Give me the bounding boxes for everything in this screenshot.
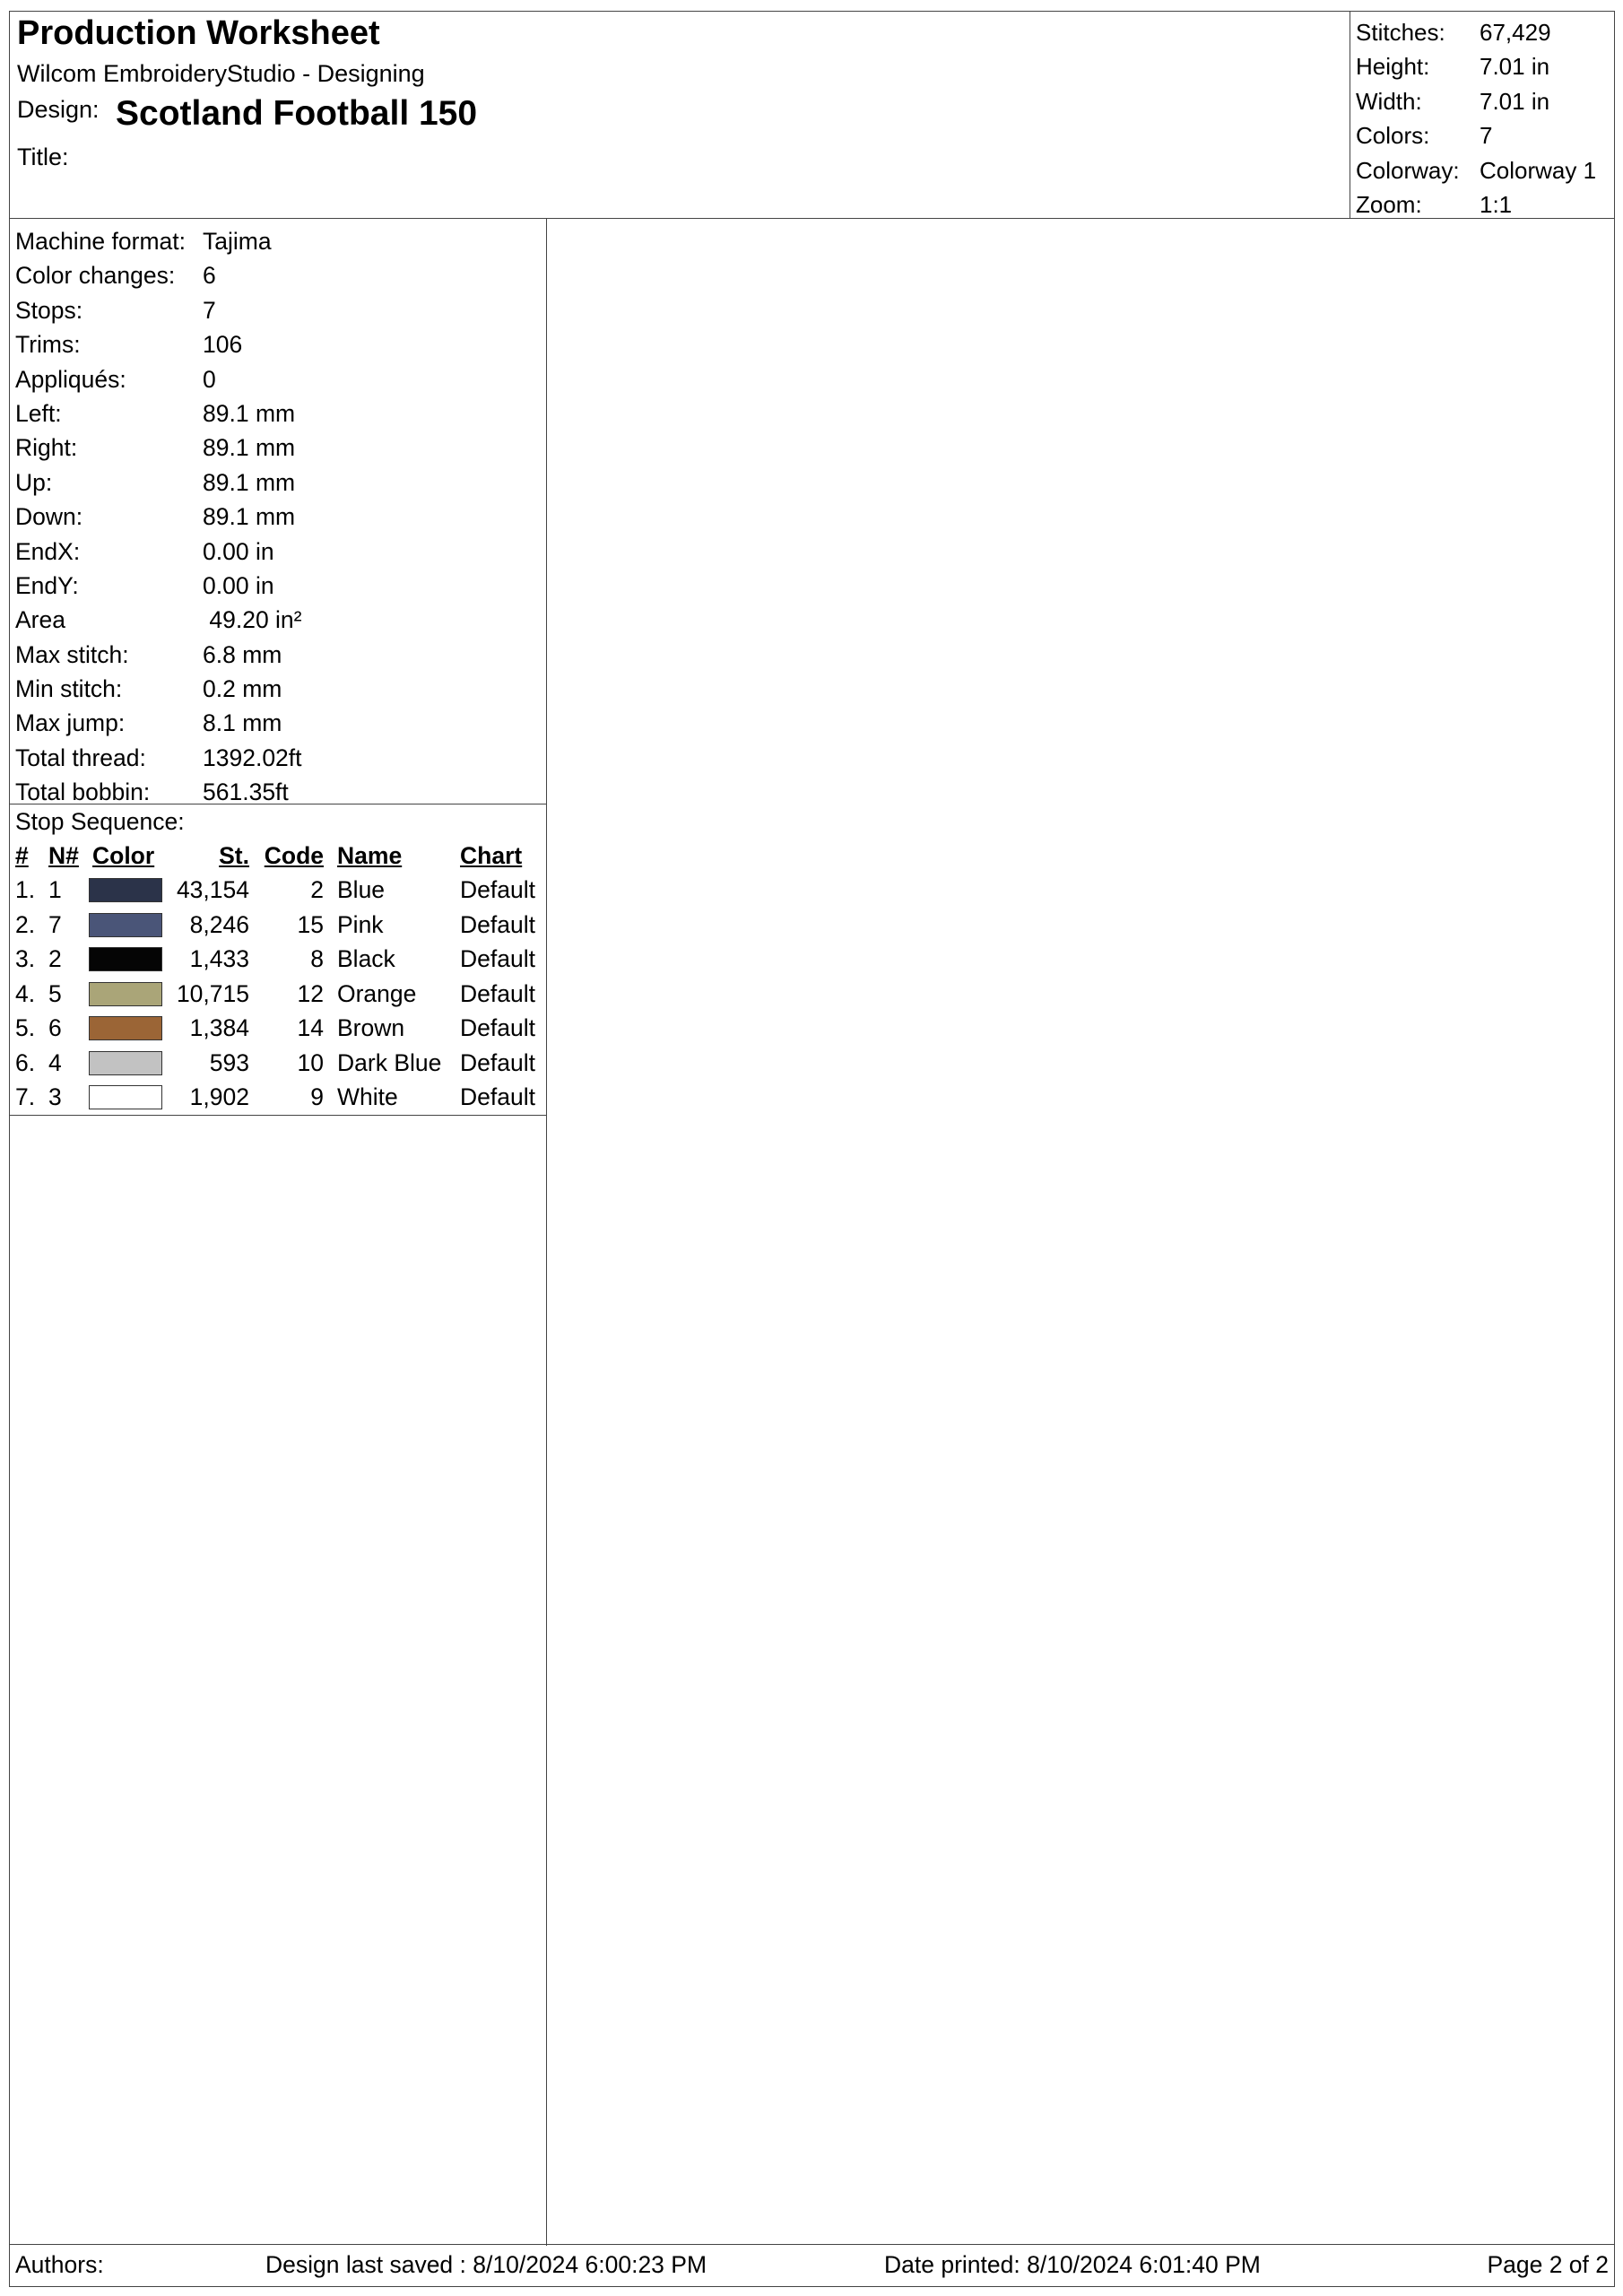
- thread-chart: Default: [460, 876, 535, 903]
- summary-row-stitches: [1350, 15, 1616, 49]
- summary-label: Width:: [1356, 87, 1422, 115]
- thread-name: Black: [337, 945, 395, 972]
- table-row: [10, 1011, 546, 1046]
- design-label: Design:: [17, 96, 100, 123]
- info-label: Min stitch:: [15, 675, 123, 703]
- info-row-endy: [10, 569, 546, 603]
- table-row: [10, 942, 546, 977]
- machine-info-list: [10, 219, 546, 810]
- stitch-count: 43,154: [176, 876, 249, 903]
- column-header-needle: N#: [48, 842, 79, 869]
- stop-index: 3.: [15, 945, 36, 972]
- info-value: 8.1 mm: [203, 709, 282, 737]
- color-swatch: [89, 913, 162, 937]
- summary-row-colorway: [1350, 153, 1616, 187]
- summary-label: Height:: [1356, 53, 1430, 81]
- info-row-color-changes: [10, 258, 546, 292]
- info-label: EndX:: [15, 537, 81, 565]
- column-header-stitches: St.: [219, 842, 249, 869]
- info-value: 89.1 mm: [203, 434, 296, 462]
- info-row-trims: [10, 327, 546, 361]
- thread-code: 10: [297, 1048, 324, 1076]
- thread-name: Dark Blue: [337, 1048, 442, 1076]
- last-saved: Design last saved : 8/10/2024 6:00:23 PM: [265, 2251, 707, 2278]
- stop-index: 7.: [15, 1083, 36, 1110]
- info-label: Machine format:: [15, 228, 186, 255]
- info-value: 106: [203, 331, 243, 359]
- thread-chart: Default: [460, 979, 535, 1007]
- info-row-left: [10, 396, 546, 430]
- info-label: Total bobbin:: [15, 778, 151, 806]
- authors-label: Authors:: [15, 2251, 104, 2278]
- thread-chart: Default: [460, 1083, 535, 1110]
- worksheet-header: [10, 12, 1614, 219]
- needle-number: 5: [48, 979, 62, 1007]
- needle-number: 2: [48, 945, 62, 972]
- column-header-color: Color: [92, 842, 155, 869]
- stop-index: 5.: [15, 1014, 36, 1041]
- color-swatch: [89, 1016, 162, 1040]
- summary-row-colors: [1350, 118, 1616, 152]
- summary-value: 7: [1480, 122, 1493, 150]
- summary-row-zoom: [1350, 187, 1616, 222]
- info-label: Total thread:: [15, 744, 146, 771]
- info-row-endx: [10, 535, 546, 569]
- info-label: EndY:: [15, 571, 79, 599]
- info-row-max-stitch: [10, 638, 546, 672]
- thread-code: 2: [310, 876, 324, 903]
- color-swatch: [89, 878, 162, 902]
- info-label: Max stitch:: [15, 640, 129, 668]
- thread-chart: Default: [460, 910, 535, 938]
- table-header: [10, 839, 546, 874]
- info-label: Area: [15, 606, 65, 634]
- page-title: Production Worksheet: [17, 14, 380, 52]
- color-swatch: [89, 982, 162, 1006]
- info-value: 89.1 mm: [203, 503, 296, 531]
- needle-number: 4: [48, 1048, 62, 1076]
- info-value: 89.1 mm: [203, 468, 296, 496]
- needle-number: 6: [48, 1014, 62, 1041]
- info-label: Trims:: [15, 331, 81, 359]
- info-value: 49.20 in²: [203, 606, 302, 634]
- thread-chart: Default: [460, 945, 535, 972]
- column-header-code: Code: [264, 842, 324, 869]
- stitch-count: 1,902: [189, 1083, 249, 1110]
- stop-sequence-table: [10, 804, 546, 1116]
- table-row: [10, 908, 546, 943]
- color-swatch: [89, 1085, 162, 1109]
- info-row-right: [10, 430, 546, 465]
- worksheet-page: [9, 11, 1615, 2287]
- info-row-down: [10, 500, 546, 534]
- page-number: Page 2 of 2: [1487, 2251, 1609, 2278]
- color-swatch: [89, 947, 162, 971]
- info-label: Max jump:: [15, 709, 126, 737]
- summary-row-width: [1350, 84, 1616, 118]
- thread-code: 14: [297, 1014, 324, 1041]
- summary-value: 1:1: [1480, 190, 1513, 218]
- thread-name: Blue: [337, 876, 386, 903]
- stop-index: 2.: [15, 910, 36, 938]
- needle-number: 7: [48, 910, 62, 938]
- info-label: Down:: [15, 503, 83, 531]
- info-value: 6.8 mm: [203, 640, 282, 668]
- stop-index: 6.: [15, 1048, 36, 1076]
- info-value: 0.00 in: [203, 537, 274, 565]
- thread-name: Brown: [337, 1014, 405, 1041]
- stitch-count: 1,384: [189, 1014, 249, 1041]
- needle-number: 3: [48, 1083, 62, 1110]
- needle-number: 1: [48, 876, 62, 903]
- info-value: 7: [203, 296, 216, 324]
- column-header-index: #: [15, 842, 29, 869]
- table-row: [10, 873, 546, 908]
- summary-value: 7.01 in: [1480, 53, 1550, 81]
- application-name: Wilcom EmbroideryStudio - Designing: [17, 60, 425, 87]
- info-value: Tajima: [203, 228, 272, 255]
- info-value: 0.00 in: [203, 571, 274, 599]
- design-info-column: [10, 219, 547, 2246]
- table-row: [10, 1046, 546, 1081]
- info-value: 0: [203, 365, 216, 393]
- color-swatch: [89, 1051, 162, 1075]
- design-name: Scotland Football 150: [116, 94, 478, 133]
- title-label: Title:: [17, 144, 69, 170]
- summary-value: 67,429: [1480, 19, 1551, 46]
- thread-name: Orange: [337, 979, 417, 1007]
- info-label: Right:: [15, 434, 78, 462]
- summary-label: Colorway:: [1356, 156, 1460, 184]
- summary-label: Stitches:: [1356, 19, 1445, 46]
- summary-value: Colorway 1: [1480, 156, 1597, 184]
- info-value: 561.35ft: [203, 778, 289, 806]
- info-row-stops: [10, 293, 546, 327]
- info-row-machine-format: [10, 224, 546, 258]
- stitch-count: 10,715: [176, 979, 249, 1007]
- thread-code: 8: [310, 945, 324, 972]
- thread-name: Pink: [337, 910, 384, 938]
- summary-label: Colors:: [1356, 122, 1430, 150]
- table-row: [10, 1080, 546, 1115]
- stop-index: 4.: [15, 979, 36, 1007]
- thread-code: 15: [297, 910, 324, 938]
- info-label: Appliqués:: [15, 365, 126, 393]
- thread-code: 12: [297, 979, 324, 1007]
- info-row-min-stitch: [10, 672, 546, 706]
- thread-chart: Default: [460, 1014, 535, 1041]
- info-value: 6: [203, 262, 216, 290]
- thread-code: 9: [310, 1083, 324, 1110]
- thread-name: White: [337, 1083, 398, 1110]
- stop-sequence-title: Stop Sequence:: [15, 808, 185, 835]
- info-row-appliques: [10, 362, 546, 396]
- column-header-chart: Chart: [460, 842, 523, 869]
- date-printed: Date printed: 8/10/2024 6:01:40 PM: [884, 2251, 1261, 2278]
- info-value: 89.1 mm: [203, 399, 296, 427]
- info-row-total-thread: [10, 741, 546, 775]
- column-header-name: Name: [337, 842, 403, 869]
- info-label: Stops:: [15, 296, 83, 324]
- summary-row-height: [1350, 49, 1616, 83]
- stitch-count: 593: [209, 1048, 249, 1076]
- summary-value: 7.01 in: [1480, 87, 1550, 115]
- info-row-area: [10, 603, 546, 637]
- stitch-count: 1,433: [189, 945, 249, 972]
- stop-index: 1.: [15, 876, 36, 903]
- design-summary: [1350, 12, 1616, 219]
- info-label: Left:: [15, 399, 62, 427]
- info-row-max-jump: [10, 706, 546, 740]
- thread-chart: Default: [460, 1048, 535, 1076]
- info-value: 0.2 mm: [203, 675, 282, 703]
- info-label: Color changes:: [15, 262, 176, 290]
- stitch-count: 8,246: [189, 910, 249, 938]
- summary-label: Zoom:: [1356, 190, 1422, 218]
- info-row-up: [10, 465, 546, 500]
- info-value: 1392.02ft: [203, 744, 302, 771]
- info-label: Up:: [15, 468, 53, 496]
- worksheet-footer: [10, 2244, 1614, 2286]
- table-row: [10, 977, 546, 1012]
